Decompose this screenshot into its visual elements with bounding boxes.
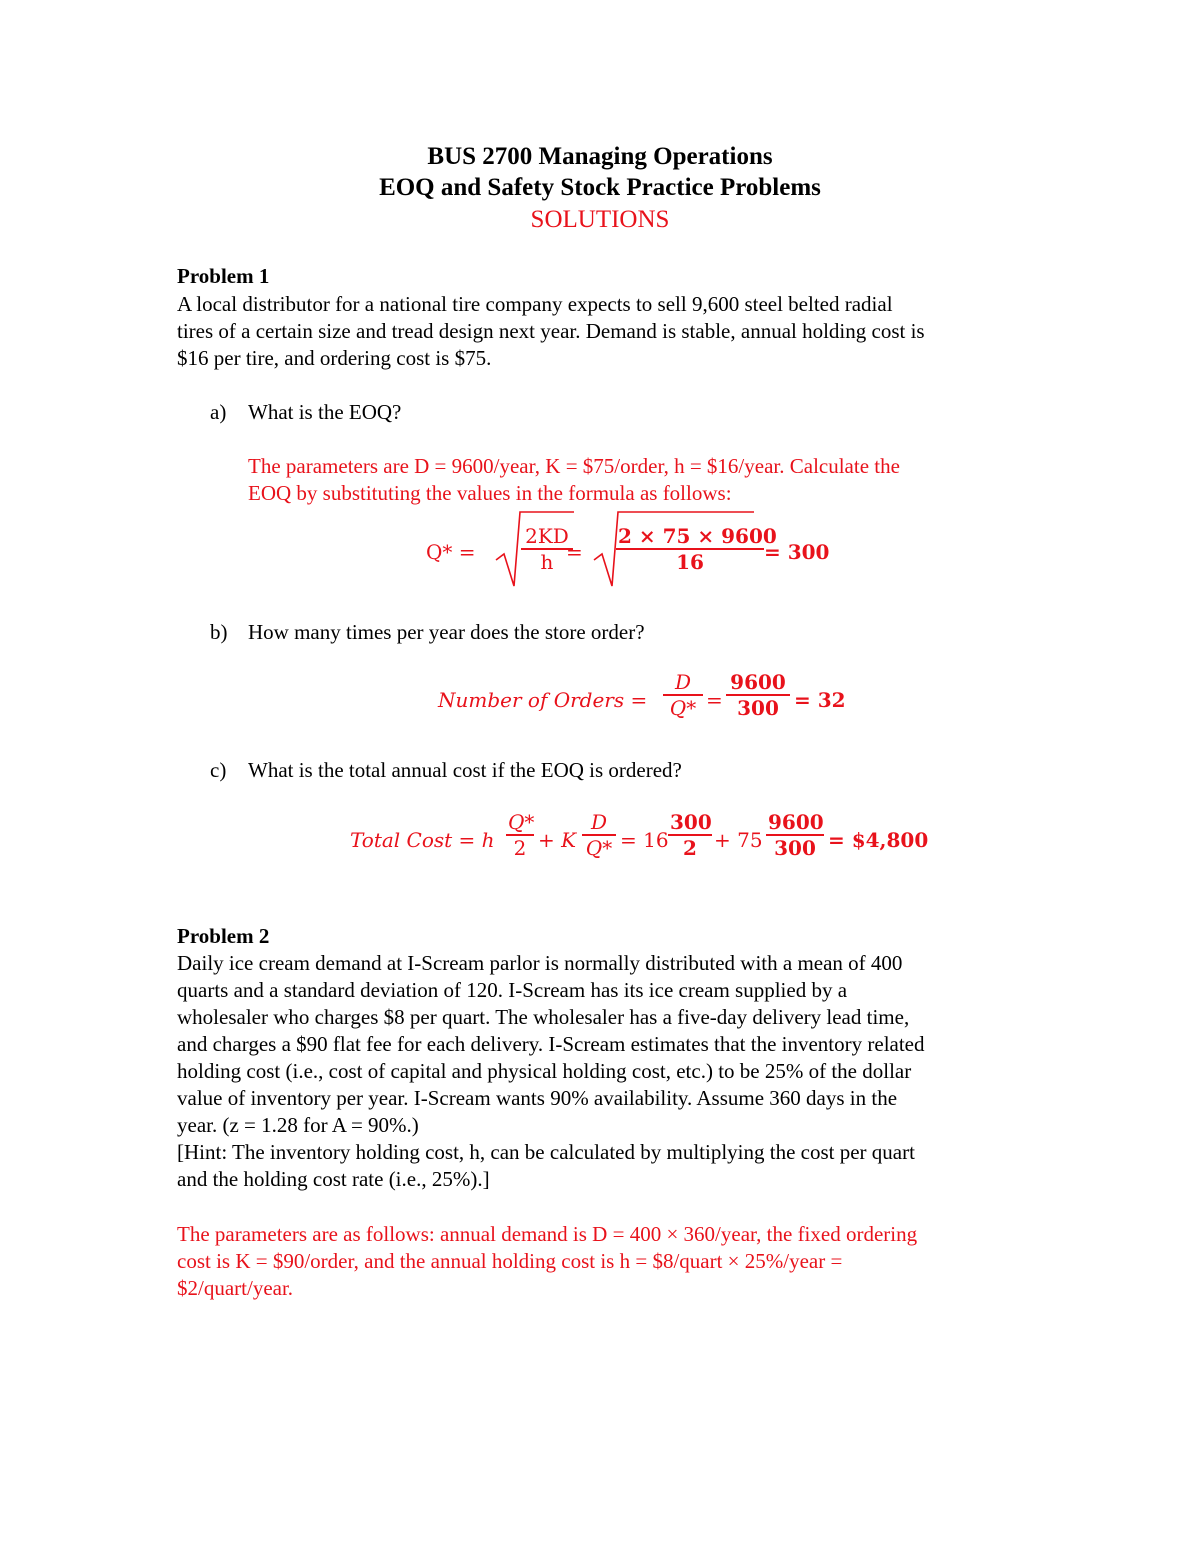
tc-fraction-2 bbox=[582, 810, 616, 860]
problem-2-heading: Problem 2 bbox=[177, 924, 270, 948]
problem-2-line: year. (z = 1.28 for A = 90%.) bbox=[177, 1113, 419, 1137]
orders-result: = 32 bbox=[794, 688, 846, 712]
tc-numerator-4: 9600 bbox=[768, 810, 824, 834]
problem-2-line: and the holding cost rate (i.e., 25%).] bbox=[177, 1167, 490, 1191]
question-b-text: How many times per year does the store order? bbox=[248, 620, 645, 644]
tc-numerator-2: D bbox=[590, 810, 608, 834]
eoq-denominator-2: 16 bbox=[676, 550, 704, 574]
answer-a-line-2: EOQ by substituting the values in the formula as follows: bbox=[248, 481, 732, 505]
eoq-equals: = bbox=[566, 540, 583, 564]
total-cost-lhs: Total Cost = h bbox=[350, 828, 495, 852]
orders-denominator-2: 300 bbox=[737, 696, 779, 720]
eoq-fraction-2 bbox=[616, 524, 777, 574]
tc-numerator-3: 300 bbox=[670, 810, 712, 834]
tc-fraction-1 bbox=[506, 810, 534, 860]
problem-2-line: quarts and a standard deviation of 120. I-Scream has its ice cream supplied by a bbox=[177, 978, 848, 1002]
problem-1-line: A local distributor for a national tire company expects to sell 9,600 steel belted radial bbox=[177, 292, 893, 316]
answer-a-text bbox=[248, 453, 900, 507]
orders-lhs: Number of Orders = bbox=[438, 688, 648, 712]
problem-2-line: holding cost (i.e., cost of capital and physical holding cost, etc.) to be 25% of the dollar bbox=[177, 1059, 912, 1083]
question-c-label: c) bbox=[210, 758, 227, 782]
problem-1-line: $16 per tire, and ordering cost is $75. bbox=[177, 346, 492, 370]
orders-equals: = bbox=[706, 688, 723, 712]
problem-1-heading: Problem 1 bbox=[177, 264, 270, 288]
eoq-denominator-1: h bbox=[540, 550, 554, 574]
document-subtitle: EOQ and Safety Stock Practice Problems bbox=[379, 174, 821, 201]
question-a-text: What is the EOQ? bbox=[248, 400, 402, 424]
tc-plus-k: + K bbox=[538, 828, 577, 852]
eoq-numerator-2: 2 × 75 × 9600 bbox=[618, 524, 777, 548]
problem-2-answer bbox=[177, 1221, 917, 1302]
problem-2-line: value of inventory per year. I-Scream wants 90% availability. Assume 360 days in the bbox=[177, 1086, 898, 1110]
tc-denominator-3: 2 bbox=[683, 836, 697, 860]
tc-denominator-1: 2 bbox=[513, 836, 527, 860]
problem-2-answer-line: $2/quart/year. bbox=[177, 1276, 294, 1300]
problem-1-line: tires of a certain size and tread design next year. Demand is stable, annual holding cost is bbox=[177, 319, 925, 343]
problem-1-text bbox=[177, 291, 925, 372]
eoq-lhs: Q* = bbox=[426, 540, 476, 564]
orders-denominator-1: Q* bbox=[669, 696, 697, 720]
question-a bbox=[210, 400, 401, 425]
answer-a-line-1: The parameters are D = 9600/year, K = $75/order, h = $16/year. Calculate the bbox=[248, 454, 900, 478]
question-b-label: b) bbox=[210, 620, 228, 644]
orders-fraction-2 bbox=[726, 670, 790, 720]
tc-numerator-1: Q* bbox=[508, 810, 535, 834]
eoq-result: = 300 bbox=[764, 540, 830, 564]
problem-2-line: Daily ice cream demand at I-Scream parlor is normally distributed with a mean of 400 bbox=[177, 951, 903, 975]
problem-2-text bbox=[177, 950, 925, 1193]
tc-result: = $4,800 bbox=[828, 828, 929, 852]
question-c-text: What is the total annual cost if the EOQ is ordered? bbox=[248, 758, 682, 782]
orders-fraction-1 bbox=[663, 670, 703, 720]
tc-denominator-2: Q* bbox=[585, 836, 613, 860]
orders-numerator-2: 9600 bbox=[730, 670, 786, 694]
question-b bbox=[210, 620, 645, 645]
orders-numerator-1: D bbox=[674, 670, 692, 694]
tc-equals-16: = 16 bbox=[620, 828, 669, 852]
problem-2-line: [Hint: The inventory holding cost, h, can be calculated by multiplying the cost per quart bbox=[177, 1140, 915, 1164]
solutions-label: SOLUTIONS bbox=[530, 206, 670, 233]
question-a-label: a) bbox=[210, 400, 227, 424]
course-title: BUS 2700 Managing Operations bbox=[427, 143, 773, 170]
problem-2-answer-line: The parameters are as follows: annual demand is D = 400 × 360/year, the fixed ordering bbox=[177, 1222, 918, 1246]
question-c bbox=[210, 758, 682, 783]
tc-fraction-3 bbox=[668, 810, 712, 860]
problem-2-line: wholesaler who charges $8 per quart. The wholesaler has a five-day delivery lead time, bbox=[177, 1005, 910, 1029]
eoq-numerator-1: 2KD bbox=[525, 524, 569, 548]
tc-denominator-4: 300 bbox=[774, 836, 816, 860]
tc-fraction-4 bbox=[766, 810, 824, 860]
problem-2-line: and charges a $90 flat fee for each delivery. I-Scream estimates that the inventory related bbox=[177, 1032, 925, 1056]
tc-plus-75: + 75 bbox=[714, 828, 763, 852]
problem-2-answer-line: cost is K = $90/order, and the annual holding cost is h = $8/quart × 25%/year = bbox=[177, 1249, 843, 1273]
